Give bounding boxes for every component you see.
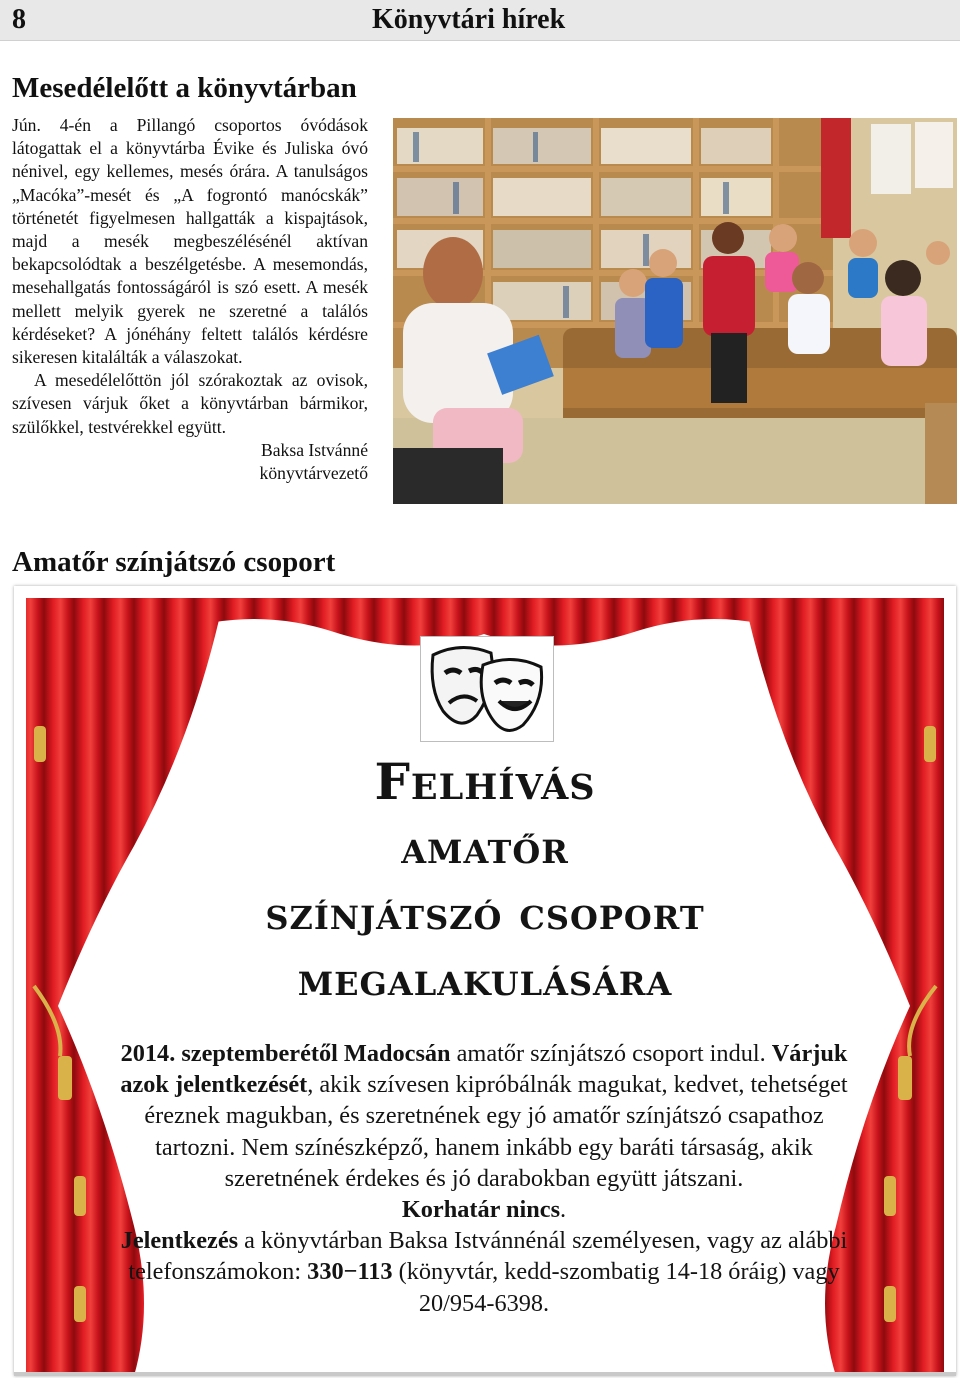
signature-role: könyvtárvezető	[259, 463, 368, 484]
poster-paragraph	[114, 1038, 854, 1194]
article-body	[12, 114, 368, 485]
library-photo	[393, 118, 957, 504]
poster-paragraph	[114, 1194, 854, 1225]
section-title-theater: Amatőr színjátszó csoport	[12, 546, 336, 578]
page-number: 8	[12, 4, 26, 35]
poster-emphasis: Jelentkezés	[120, 1227, 239, 1255]
page-header	[0, 0, 960, 41]
theater-masks-icon	[420, 636, 554, 742]
section-title: Könyvtári hírek	[372, 4, 566, 35]
poster-emphasis: 2014. szeptemberétől Madocsán	[120, 1040, 451, 1067]
poster-emphasis: Korhatár nincs	[401, 1196, 561, 1224]
article-title: Mesedélelőtt a könyvtárban	[12, 72, 357, 104]
poster-body	[114, 1038, 854, 1319]
poster-text-span: .	[560, 1196, 567, 1224]
callout-line: megalakulására	[297, 952, 673, 1006]
callout-line: színjátszó csoport	[265, 886, 705, 940]
article-paragraph: A mesedélelőttön jól szórakoztak az ovisok, szívesen várjuk őket a könyvtárban bármikor, szülőkkel, testvérekkel együtt.	[12, 370, 368, 437]
poster-text-span: a könyvtárban Baksa Istvánnénál személyesen, vagy az alábbi telefonszámokon:	[128, 1227, 848, 1286]
poster-emphasis: Várjuk azok jelentkezését	[120, 1040, 848, 1099]
theater-poster	[14, 586, 956, 1376]
poster-paragraph	[114, 1225, 854, 1319]
poster-text-span: , akik szívesen kipróbálnák magukat, kedvet, tehetséget éreznek magukban, és szeretnének egy jó amatőr színjátszó csapathoz tartozni. Nem színészképző, hanem inkább egy baráti társaság, akik szeretnének érdekes és jó darabokban együtt játszani.	[144, 1071, 848, 1192]
poster-emphasis: 330−113	[307, 1258, 393, 1286]
article-paragraph: Jún. 4-én a Pillangó csoportos óvódások látogattak el a könyvtárba Évike és Juliska óvó nénivel, egy kellemes, mesés órára. A tanulságos „Macóka”-mesét és „A fogrontó manócskák” történetét figyelmesen hallgatták a kispajtások, majd a mesék megbeszélésénél aktívan bekapcsolódtak a beszélgetésbe. A mesemondás, mesehallgatás fontosságáról is szó esett. A mesék mellett melyik gyerek ne szeretné a találós kérdéseket? A jónéhány feltett találós kérdésre sikeresen kitalálták a válaszokat.	[12, 115, 368, 368]
callout-line: amatőr	[401, 820, 569, 874]
callout-line: Felhívás	[374, 752, 596, 811]
poster-text-span: amatőr színjátszó csoport indul.	[450, 1040, 772, 1067]
poster-text-span: (könyvtár, kedd-szombatig 14-18 óráig) vagy 20/954-6398.	[392, 1258, 840, 1317]
signature-name: Baksa Istvánné	[261, 439, 368, 460]
